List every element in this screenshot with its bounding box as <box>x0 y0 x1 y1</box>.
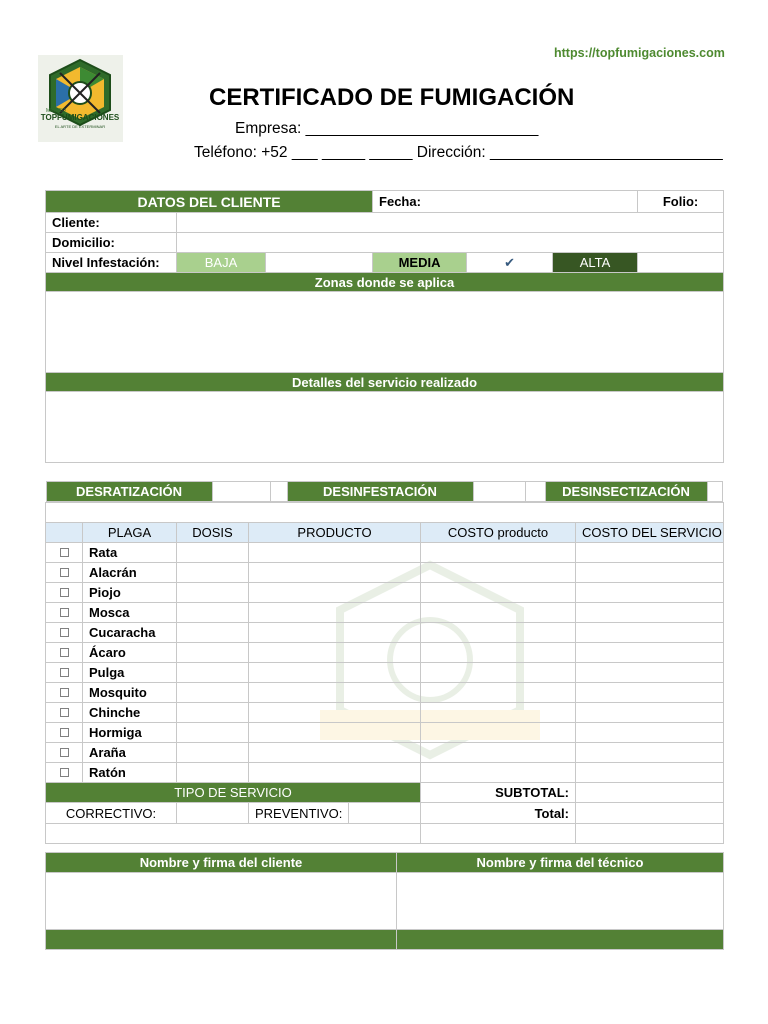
table-row <box>46 543 724 563</box>
producto-cell[interactable] <box>249 683 421 703</box>
costo-servicio-cell[interactable] <box>576 543 724 563</box>
dosis-cell[interactable] <box>177 643 249 663</box>
folio-label: Folio: <box>638 191 724 213</box>
type-desinsectizacion-mark[interactable] <box>707 482 723 502</box>
pest-checkbox[interactable] <box>46 543 83 563</box>
nivel-alta[interactable]: ALTA <box>553 253 638 273</box>
pest-rows <box>46 543 724 783</box>
pest-name: Cucaracha <box>83 623 177 643</box>
pest-name: Piojo <box>83 583 177 603</box>
table-row <box>46 643 724 663</box>
producto-cell[interactable] <box>249 763 421 783</box>
col-costo-servicio: COSTO DEL SERVICIO <box>576 523 724 543</box>
dosis-cell[interactable] <box>177 663 249 683</box>
producto-cell[interactable] <box>249 663 421 683</box>
pest-checkbox[interactable] <box>46 603 83 623</box>
logo-name: TOPFUMIGACIONES <box>40 113 120 122</box>
col-producto: PRODUCTO <box>249 523 421 543</box>
pest-checkbox[interactable] <box>46 563 83 583</box>
telefono-direccion-line: Teléfono: +52 ___ _____ _____ Dirección: ___________________________ <box>194 144 723 161</box>
detalles-field[interactable] <box>46 392 724 463</box>
costo-producto-cell[interactable] <box>421 583 576 603</box>
website-url[interactable]: https://topfumigaciones.com <box>554 46 725 60</box>
dosis-cell[interactable] <box>177 543 249 563</box>
costo-producto-cell[interactable] <box>421 703 576 723</box>
pest-name: Mosca <box>83 603 177 623</box>
producto-cell[interactable] <box>249 603 421 623</box>
nivel-media[interactable]: MEDIA <box>373 253 467 273</box>
type-desratizacion[interactable]: DESRATIZACIÓN <box>46 482 212 502</box>
costo-servicio-cell[interactable] <box>576 763 724 783</box>
logo-tagline: EL ARTE DE EXTERMINAR <box>54 124 106 129</box>
dosis-cell[interactable] <box>177 623 249 643</box>
costo-producto-cell[interactable] <box>421 603 576 623</box>
total-label: Total: <box>421 803 576 824</box>
page-title: CERTIFICADO DE FUMIGACIÓN <box>209 84 575 111</box>
domicilio-field[interactable] <box>177 233 724 253</box>
costo-producto-cell[interactable] <box>421 723 576 743</box>
detalles-title: Detalles del servicio realizado <box>46 373 724 392</box>
costo-servicio-cell[interactable] <box>576 723 724 743</box>
dosis-cell[interactable] <box>177 763 249 783</box>
pest-checkbox[interactable] <box>46 743 83 763</box>
pest-name: Alacrán <box>83 563 177 583</box>
dosis-cell[interactable] <box>177 723 249 743</box>
table-row <box>46 763 724 783</box>
costo-servicio-cell[interactable] <box>576 623 724 643</box>
pest-checkbox[interactable] <box>46 583 83 603</box>
service-type-row <box>46 481 724 502</box>
producto-cell[interactable] <box>249 623 421 643</box>
col-dosis: DOSIS <box>177 523 249 543</box>
costo-servicio-cell[interactable] <box>576 603 724 623</box>
pest-name: Ácaro <box>83 643 177 663</box>
dosis-cell[interactable] <box>177 603 249 623</box>
table-row <box>46 583 724 603</box>
pest-name: Rata <box>83 543 177 563</box>
costo-producto-cell[interactable] <box>421 643 576 663</box>
type-desratizacion-mark[interactable] <box>212 482 270 502</box>
dosis-cell[interactable] <box>177 563 249 583</box>
type-desinsectizacion[interactable]: DESINSECTIZACIÓN <box>545 482 707 502</box>
nivel-baja[interactable]: BAJA <box>177 253 266 273</box>
signature-table <box>45 852 724 950</box>
correctivo-field[interactable] <box>177 803 249 824</box>
pest-checkbox[interactable] <box>46 763 83 783</box>
service-table <box>45 481 724 844</box>
type-desinfestacion-mark[interactable] <box>473 482 525 502</box>
costo-producto-cell[interactable] <box>421 683 576 703</box>
col-costo-producto: COSTO producto <box>421 523 576 543</box>
tech-signature-field[interactable] <box>397 873 724 930</box>
pest-checkbox[interactable] <box>46 683 83 703</box>
logo-top-text: MÉXICO <box>46 108 66 114</box>
preventivo-field[interactable] <box>349 803 420 823</box>
pest-checkbox[interactable] <box>46 623 83 643</box>
table-row <box>46 623 724 643</box>
client-section-title: DATOS DEL CLIENTE <box>46 191 373 213</box>
preventivo-label: PREVENTIVO: <box>249 803 349 823</box>
dosis-cell[interactable] <box>177 583 249 603</box>
pest-name: Araña <box>83 743 177 763</box>
nivel-infestacion-label: Nivel Infestación: <box>46 253 177 273</box>
table-row <box>46 743 724 763</box>
dosis-cell[interactable] <box>177 683 249 703</box>
zonas-title: Zonas donde se aplica <box>46 273 724 292</box>
pest-name: Mosquito <box>83 683 177 703</box>
nivel-media-check[interactable]: ✔ <box>467 253 553 273</box>
costo-producto-cell[interactable] <box>421 663 576 683</box>
costo-servicio-cell[interactable] <box>576 703 724 723</box>
pest-checkbox[interactable] <box>46 703 83 723</box>
producto-cell[interactable] <box>249 543 421 563</box>
producto-cell[interactable] <box>249 563 421 583</box>
table-row <box>46 603 724 623</box>
table-row <box>46 563 724 583</box>
pest-checkbox[interactable] <box>46 663 83 683</box>
pest-name: Chinche <box>83 703 177 723</box>
costo-servicio-cell[interactable] <box>576 643 724 663</box>
pest-checkbox[interactable] <box>46 643 83 663</box>
subtotal-field[interactable] <box>576 783 724 803</box>
pest-checkbox[interactable] <box>46 723 83 743</box>
costo-producto-cell[interactable] <box>421 563 576 583</box>
pest-name: Pulga <box>83 663 177 683</box>
costo-servicio-cell[interactable] <box>576 683 724 703</box>
table-row <box>46 703 724 723</box>
zonas-field[interactable] <box>46 292 724 373</box>
type-desinfestacion[interactable]: DESINFESTACIÓN <box>287 482 473 502</box>
client-data-table <box>45 190 724 463</box>
pest-name: Hormiga <box>83 723 177 743</box>
domicilio-label: Domicilio: <box>46 233 177 253</box>
tipo-servicio-title: TIPO DE SERVICIO <box>46 783 421 803</box>
costo-producto-cell[interactable] <box>421 623 576 643</box>
col-plaga: PLAGA <box>83 523 177 543</box>
producto-cell[interactable] <box>249 723 421 743</box>
pest-name: Ratón <box>83 763 177 783</box>
correctivo-label: CORRECTIVO: <box>46 803 177 824</box>
costo-producto-cell[interactable] <box>421 743 576 763</box>
client-signature-field[interactable] <box>46 873 397 930</box>
nivel-baja-mark[interactable] <box>266 253 373 273</box>
company-logo <box>38 55 123 142</box>
costo-servicio-cell[interactable] <box>576 663 724 683</box>
fecha-label: Fecha: <box>373 191 638 213</box>
cliente-label: Cliente: <box>46 213 177 233</box>
producto-cell[interactable] <box>249 583 421 603</box>
empresa-line: Empresa: ___________________________ <box>235 120 539 137</box>
producto-cell[interactable] <box>249 643 421 663</box>
total-field[interactable] <box>576 803 724 824</box>
table-row <box>46 663 724 683</box>
costo-producto-cell[interactable] <box>421 763 576 783</box>
costo-servicio-cell[interactable] <box>576 743 724 763</box>
table-row <box>46 723 724 743</box>
dosis-cell[interactable] <box>177 743 249 763</box>
producto-cell[interactable] <box>249 703 421 723</box>
table-row <box>46 683 724 703</box>
costo-servicio-cell[interactable] <box>576 583 724 603</box>
subtotal-label: SUBTOTAL: <box>421 783 576 803</box>
nivel-alta-mark[interactable] <box>638 253 724 273</box>
cliente-field[interactable] <box>177 213 724 233</box>
tech-signature-title: Nombre y firma del técnico <box>397 853 724 873</box>
costo-producto-cell[interactable] <box>421 543 576 563</box>
costo-servicio-cell[interactable] <box>576 563 724 583</box>
producto-cell[interactable] <box>249 743 421 763</box>
client-signature-title: Nombre y firma del cliente <box>46 853 397 873</box>
dosis-cell[interactable] <box>177 703 249 723</box>
